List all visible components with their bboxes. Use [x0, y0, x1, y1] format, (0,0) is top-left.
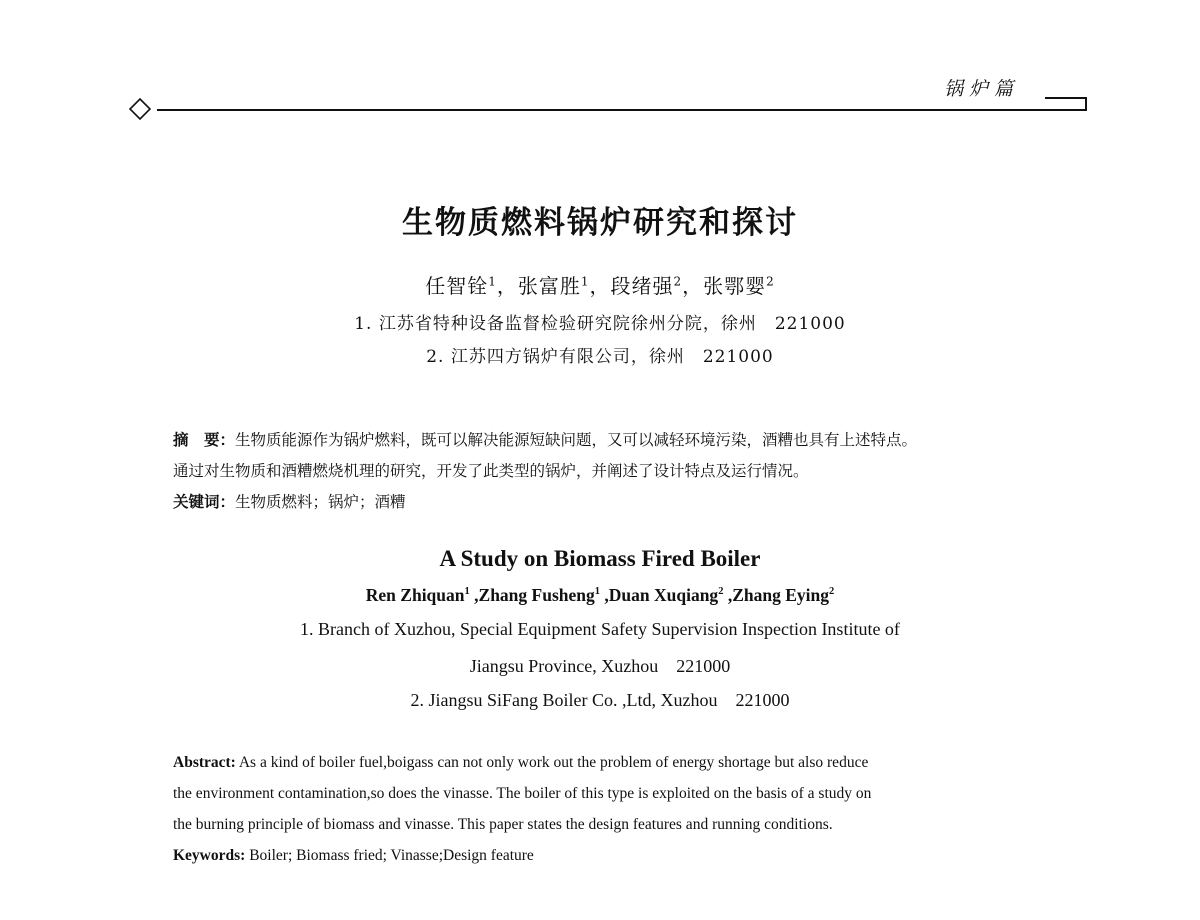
header-bracket: [1045, 97, 1087, 109]
author-en: Zhang Fusheng$^1$ ,: [478, 585, 609, 605]
diamond-icon: [129, 98, 151, 120]
affiliation-cn-1: 1. 江苏省特种设备监督检验研究院徐州分院，徐州 221000: [354, 314, 846, 334]
authors-en: [0, 585, 1200, 606]
author-en: Zhang Eying$^2$: [732, 585, 835, 605]
keywords-en-label: Keywords:: [173, 847, 246, 864]
affiliation-en-2: 2. Jiangsu SiFang Boiler Co. ,Ltd, Xuzhou 221000: [410, 690, 790, 710]
abstract-en-line-2: the environment contamination,so does the vinasse. The boiler of this type is exploited on the basis of a study on: [173, 785, 872, 802]
header-rule: [157, 109, 1087, 111]
keywords-cn: 关键词：生物质燃料；锅炉；酒糟: [173, 493, 406, 511]
author-cn: 任智铨$^1$，: [425, 274, 518, 298]
affiliation-en-1: 1. Branch of Xuzhou, Special Equipment Safety Supervision Inspection Institute of: [300, 619, 900, 639]
affiliation-en-1-cont: Jiangsu Province, Xuzhou 221000: [469, 656, 731, 676]
paper-title-cn: 生物质燃料锅炉研究和探讨: [402, 205, 798, 241]
author-cn: 张鄂婴$^2$: [703, 274, 775, 298]
author-en: Ren Zhiquan$^1$ ,: [365, 585, 479, 605]
affiliation-cn-2: 2. 江苏四方锅炉有限公司，徐州 221000: [426, 347, 774, 367]
author-en: Duan Xuqiang$^2$ ,: [608, 585, 733, 605]
abstract-en-line-3: the burning principle of biomass and vinasse. This paper states the design features and running conditions.: [173, 816, 833, 833]
paper-title-en: A Study on Biomass Fired Boiler: [439, 546, 761, 571]
authors-cn: [0, 270, 1200, 299]
abstract-cn-line-2: 通过对生物质和酒糟燃烧机理的研究，开发了此类型的锅炉，并阐述了设计特点及运行情况。: [173, 462, 809, 480]
keywords-cn-label: 关键词：: [173, 493, 236, 511]
keywords-en: Keywords: Boiler; Biomass fried; Vinasse;Design feature: [173, 847, 534, 864]
abstract-en-line-1: Abstract: As a kind of boiler fuel,boigass can not only work out the problem of energy shortage but also reduce: [173, 754, 869, 771]
author-cn: 段绪强$^2$，: [610, 274, 704, 298]
abstract-en-label: Abstract:: [173, 754, 236, 771]
section-label: 锅炉篇: [944, 78, 1020, 100]
author-cn: 张富胜$^1$，: [517, 274, 611, 298]
abstract-cn-label: 摘 要：: [173, 431, 236, 449]
abstract-cn-line-1: 摘 要：生物质能源作为锅炉燃料，既可以解决能源短缺问题，又可以减轻环境污染，酒糟也具有上述特点。: [173, 431, 918, 449]
